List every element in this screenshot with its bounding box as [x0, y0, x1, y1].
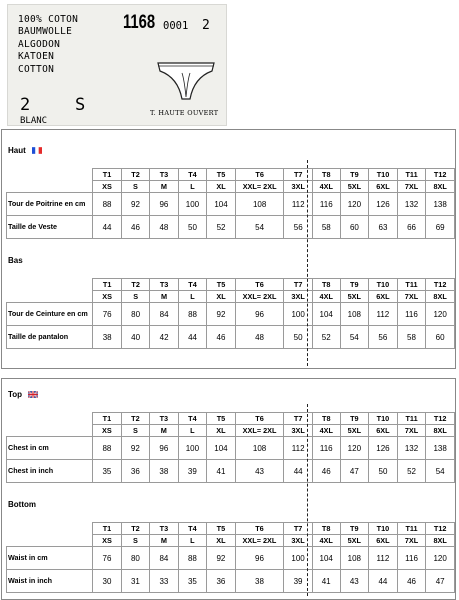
value-cell: 84: [150, 303, 178, 326]
value-cell: 120: [426, 547, 455, 570]
value-cell: 96: [235, 303, 284, 326]
empty-cell: [7, 425, 93, 437]
header-cell: T3: [150, 523, 178, 535]
value-cell: 66: [397, 216, 426, 239]
value-cell: 43: [235, 460, 284, 483]
value-cell: 132: [397, 437, 426, 460]
value-cell: 60: [426, 326, 455, 349]
header-cell: T2: [121, 169, 149, 181]
header-cell: T4: [178, 169, 207, 181]
header-cell: XS: [93, 291, 121, 303]
value-cell: 50: [284, 326, 313, 349]
value-cell: 33: [150, 570, 178, 593]
header-cell: 8XL: [426, 291, 455, 303]
size-code-row: [7, 413, 455, 425]
value-cell: 132: [397, 193, 426, 216]
header-cell: 5XL: [340, 291, 369, 303]
material-line: BAUMWOLLE: [18, 26, 73, 38]
header-cell: XS: [93, 425, 121, 437]
value-cell: 138: [426, 193, 455, 216]
value-cell: 50: [369, 460, 398, 483]
header-cell: S: [121, 535, 149, 547]
section-title-text: Bottom: [8, 500, 36, 509]
section-title-haut: [8, 146, 42, 155]
empty-cell: [7, 169, 93, 181]
value-cell: 112: [369, 303, 398, 326]
header-cell: 7XL: [397, 535, 426, 547]
header-cell: T1: [93, 279, 121, 291]
value-cell: 39: [178, 460, 207, 483]
value-cell: 40: [121, 326, 149, 349]
product-code-suffix: 2: [202, 18, 210, 33]
material-line: KATOEN: [18, 51, 55, 63]
value-cell: 96: [150, 193, 178, 216]
value-cell: 76: [93, 303, 121, 326]
size-letter-row: [7, 425, 455, 437]
product-label: [7, 4, 227, 126]
header-cell: 4XL: [312, 291, 340, 303]
value-cell: 54: [235, 216, 284, 239]
size-table-bottom: [6, 522, 455, 593]
value-cell: 108: [235, 437, 284, 460]
header-cell: XXL= 2XL: [235, 535, 284, 547]
empty-cell: [7, 413, 93, 425]
value-cell: 36: [207, 570, 236, 593]
value-cell: 116: [313, 193, 341, 216]
value-cell: 126: [369, 193, 398, 216]
header-cell: 5XL: [340, 181, 369, 193]
value-cell: 104: [207, 437, 236, 460]
value-cell: 48: [235, 326, 284, 349]
header-cell: 6XL: [369, 181, 398, 193]
header-cell: T3: [150, 279, 178, 291]
header-cell: T8: [312, 279, 340, 291]
row-label: Waist in cm: [7, 547, 93, 570]
value-cell: 88: [178, 547, 206, 570]
value-cell: 41: [207, 460, 236, 483]
table-row: [7, 460, 455, 483]
header-cell: 4XL: [312, 425, 340, 437]
value-cell: 84: [150, 547, 178, 570]
empty-cell: [7, 291, 93, 303]
value-cell: 112: [284, 193, 313, 216]
header-cell: T11: [397, 279, 426, 291]
header-cell: T7: [284, 169, 313, 181]
value-cell: 44: [284, 460, 313, 483]
material-list: [18, 14, 78, 76]
header-cell: T8: [312, 523, 340, 535]
header-cell: XXL= 2XL: [235, 291, 284, 303]
value-cell: 92: [121, 193, 149, 216]
value-cell: 46: [207, 326, 235, 349]
size-letter-row: [7, 291, 455, 303]
dashed-divider: [307, 404, 308, 596]
header-cell: T6: [235, 279, 284, 291]
value-cell: 46: [312, 460, 340, 483]
header-cell: T9: [340, 523, 369, 535]
value-cell: 60: [340, 216, 369, 239]
header-cell: T3: [150, 413, 178, 425]
material-line: ALGODON: [18, 38, 61, 50]
header-cell: M: [150, 181, 178, 193]
value-cell: 120: [340, 437, 369, 460]
header-cell: S: [121, 181, 149, 193]
header-cell: T4: [178, 523, 206, 535]
value-cell: 43: [340, 570, 369, 593]
value-cell: 100: [284, 547, 313, 570]
header-cell: T9: [340, 413, 369, 425]
header-cell: T11: [397, 413, 426, 425]
header-cell: 8XL: [426, 181, 455, 193]
header-cell: XS: [93, 181, 121, 193]
france-flag-icon: [32, 147, 42, 154]
value-cell: 100: [284, 303, 313, 326]
header-cell: T6: [235, 413, 284, 425]
header-cell: L: [178, 535, 206, 547]
section-title-text: Haut: [8, 146, 26, 155]
header-cell: T5: [207, 169, 236, 181]
section-title-text: Bas: [8, 256, 23, 265]
header-cell: T4: [178, 413, 207, 425]
value-cell: 100: [178, 437, 207, 460]
header-cell: 3XL: [284, 425, 313, 437]
value-cell: 88: [93, 193, 121, 216]
value-cell: 42: [150, 326, 178, 349]
value-cell: 38: [93, 326, 121, 349]
table-row: [7, 437, 455, 460]
value-cell: 120: [426, 303, 455, 326]
value-cell: 35: [93, 460, 121, 483]
header-cell: 7XL: [397, 181, 426, 193]
value-cell: 96: [150, 437, 178, 460]
value-cell: 30: [93, 570, 122, 593]
header-cell: 8XL: [426, 535, 455, 547]
value-cell: 54: [426, 460, 455, 483]
empty-cell: [7, 523, 93, 535]
header-cell: T7: [284, 413, 313, 425]
header-cell: T12: [426, 523, 455, 535]
header-cell: T1: [93, 413, 121, 425]
header-cell: 7XL: [397, 291, 426, 303]
header-cell: XL: [207, 291, 235, 303]
value-cell: 54: [340, 326, 369, 349]
value-cell: 41: [312, 570, 340, 593]
value-cell: 58: [397, 326, 426, 349]
size-code-row: [7, 169, 455, 181]
size-code-row: [7, 279, 455, 291]
value-cell: 35: [178, 570, 206, 593]
header-cell: 5XL: [340, 535, 369, 547]
value-cell: 31: [121, 570, 149, 593]
section-title-text: Top: [8, 390, 23, 399]
header-cell: 8XL: [426, 425, 455, 437]
value-cell: 44: [369, 570, 398, 593]
header-cell: 4XL: [313, 181, 341, 193]
value-cell: 48: [150, 216, 178, 239]
value-cell: 104: [312, 303, 340, 326]
value-cell: 126: [369, 437, 398, 460]
header-cell: T6: [235, 523, 284, 535]
value-cell: 138: [426, 437, 455, 460]
value-cell: 104: [207, 193, 236, 216]
header-cell: 5XL: [340, 425, 369, 437]
color-name: BLANC: [20, 116, 48, 126]
cut-name: T. HAUTE OUVERT: [150, 109, 219, 117]
header-cell: 3XL: [284, 181, 313, 193]
header-cell: 4XL: [312, 535, 340, 547]
size-table-top: [6, 412, 455, 483]
header-cell: T4: [178, 279, 206, 291]
value-cell: 36: [121, 460, 149, 483]
header-cell: T3: [150, 169, 178, 181]
row-label: Taille de pantalon: [7, 326, 93, 349]
header-cell: T8: [312, 413, 340, 425]
size-letter-row: [7, 181, 455, 193]
value-cell: 76: [93, 547, 122, 570]
value-cell: 104: [312, 547, 340, 570]
table-row: [7, 570, 455, 593]
header-cell: T1: [93, 523, 122, 535]
french-size-panel: [1, 129, 456, 369]
header-cell: XXL= 2XL: [235, 425, 284, 437]
header-cell: L: [178, 425, 207, 437]
value-cell: 88: [93, 437, 121, 460]
table-row: [7, 303, 455, 326]
header-cell: T10: [369, 413, 398, 425]
header-cell: T9: [340, 279, 369, 291]
empty-cell: [7, 535, 93, 547]
empty-cell: [7, 279, 93, 291]
value-cell: 108: [340, 547, 369, 570]
header-cell: T1: [93, 169, 121, 181]
value-cell: 52: [207, 216, 236, 239]
header-cell: M: [150, 535, 178, 547]
header-cell: T12: [426, 169, 455, 181]
table-row: [7, 547, 455, 570]
header-cell: T5: [207, 413, 236, 425]
row-label: Taille de Veste: [7, 216, 93, 239]
value-cell: 112: [369, 547, 398, 570]
header-cell: T2: [121, 279, 149, 291]
header-cell: T5: [207, 279, 235, 291]
value-cell: 69: [426, 216, 455, 239]
uk-flag-icon: [28, 391, 38, 398]
value-cell: 120: [340, 193, 369, 216]
header-cell: T12: [426, 413, 455, 425]
value-cell: 80: [121, 303, 149, 326]
empty-cell: [7, 181, 93, 193]
value-cell: 38: [150, 460, 178, 483]
table-row: [7, 216, 455, 239]
header-cell: 6XL: [369, 425, 398, 437]
size-letter: S: [75, 95, 86, 115]
value-cell: 50: [178, 216, 207, 239]
header-cell: M: [150, 425, 178, 437]
header-cell: T12: [426, 279, 455, 291]
value-cell: 63: [369, 216, 398, 239]
header-cell: T11: [397, 169, 426, 181]
header-cell: 3XL: [284, 535, 313, 547]
value-cell: 47: [340, 460, 369, 483]
row-label: Chest in cm: [7, 437, 93, 460]
section-title-bas: [8, 256, 23, 265]
header-cell: XL: [207, 425, 236, 437]
table-row: [7, 193, 455, 216]
header-cell: T2: [121, 523, 149, 535]
dashed-divider: [307, 160, 308, 366]
row-label: Tour de Poitrine en cm: [7, 193, 93, 216]
value-cell: 56: [284, 216, 313, 239]
value-cell: 46: [121, 216, 149, 239]
value-cell: 39: [284, 570, 313, 593]
value-cell: 108: [340, 303, 369, 326]
table-row: [7, 326, 455, 349]
size-code-row: [7, 523, 455, 535]
header-cell: M: [150, 291, 178, 303]
value-cell: 52: [312, 326, 340, 349]
material-line: COTTON: [18, 63, 55, 75]
value-cell: 92: [121, 437, 149, 460]
header-cell: T10: [369, 523, 398, 535]
header-cell: T7: [284, 523, 313, 535]
size-table-bas: [6, 278, 455, 349]
value-cell: 47: [426, 570, 455, 593]
size-number: 2: [20, 95, 31, 115]
value-cell: 108: [235, 193, 284, 216]
english-size-panel: [1, 378, 456, 600]
row-label: Chest in inch: [7, 460, 93, 483]
header-cell: L: [178, 291, 206, 303]
value-cell: 56: [369, 326, 398, 349]
header-cell: 3XL: [284, 291, 313, 303]
value-cell: 112: [284, 437, 313, 460]
header-cell: T2: [121, 413, 149, 425]
header-cell: T10: [369, 279, 398, 291]
row-label: Waist in inch: [7, 570, 93, 593]
header-cell: XL: [207, 535, 236, 547]
header-cell: S: [121, 291, 149, 303]
header-cell: XL: [207, 181, 236, 193]
header-cell: T5: [207, 523, 236, 535]
value-cell: 116: [397, 547, 426, 570]
header-cell: 6XL: [369, 291, 398, 303]
value-cell: 100: [178, 193, 207, 216]
briefs-icon: [155, 57, 217, 105]
value-cell: 46: [397, 570, 426, 593]
value-cell: 44: [178, 326, 206, 349]
header-cell: T11: [397, 523, 426, 535]
value-cell: 44: [93, 216, 121, 239]
header-cell: 6XL: [369, 535, 398, 547]
header-cell: S: [121, 425, 149, 437]
product-code-sub: 0001: [163, 20, 189, 32]
value-cell: 116: [397, 303, 426, 326]
header-cell: 7XL: [397, 425, 426, 437]
header-cell: T8: [313, 169, 341, 181]
value-cell: 52: [397, 460, 426, 483]
value-cell: 92: [207, 547, 236, 570]
header-cell: XXL= 2XL: [235, 181, 284, 193]
size-letter-row: [7, 535, 455, 547]
header-cell: T6: [235, 169, 284, 181]
value-cell: 88: [178, 303, 206, 326]
value-cell: 92: [207, 303, 235, 326]
header-cell: T10: [369, 169, 398, 181]
value-cell: 38: [235, 570, 284, 593]
value-cell: 58: [313, 216, 341, 239]
section-title-bottom: [8, 500, 36, 509]
header-cell: T7: [284, 279, 313, 291]
size-table-haut: [6, 168, 455, 239]
header-cell: XS: [93, 535, 122, 547]
value-cell: 96: [235, 547, 284, 570]
header-cell: T9: [340, 169, 369, 181]
row-label: Tour de Ceinture en cm: [7, 303, 93, 326]
material-line: 100% COTON: [18, 14, 79, 25]
product-code: 1168: [123, 12, 156, 33]
header-cell: L: [178, 181, 207, 193]
value-cell: 116: [312, 437, 340, 460]
value-cell: 80: [121, 547, 149, 570]
section-title-top: [8, 390, 38, 399]
